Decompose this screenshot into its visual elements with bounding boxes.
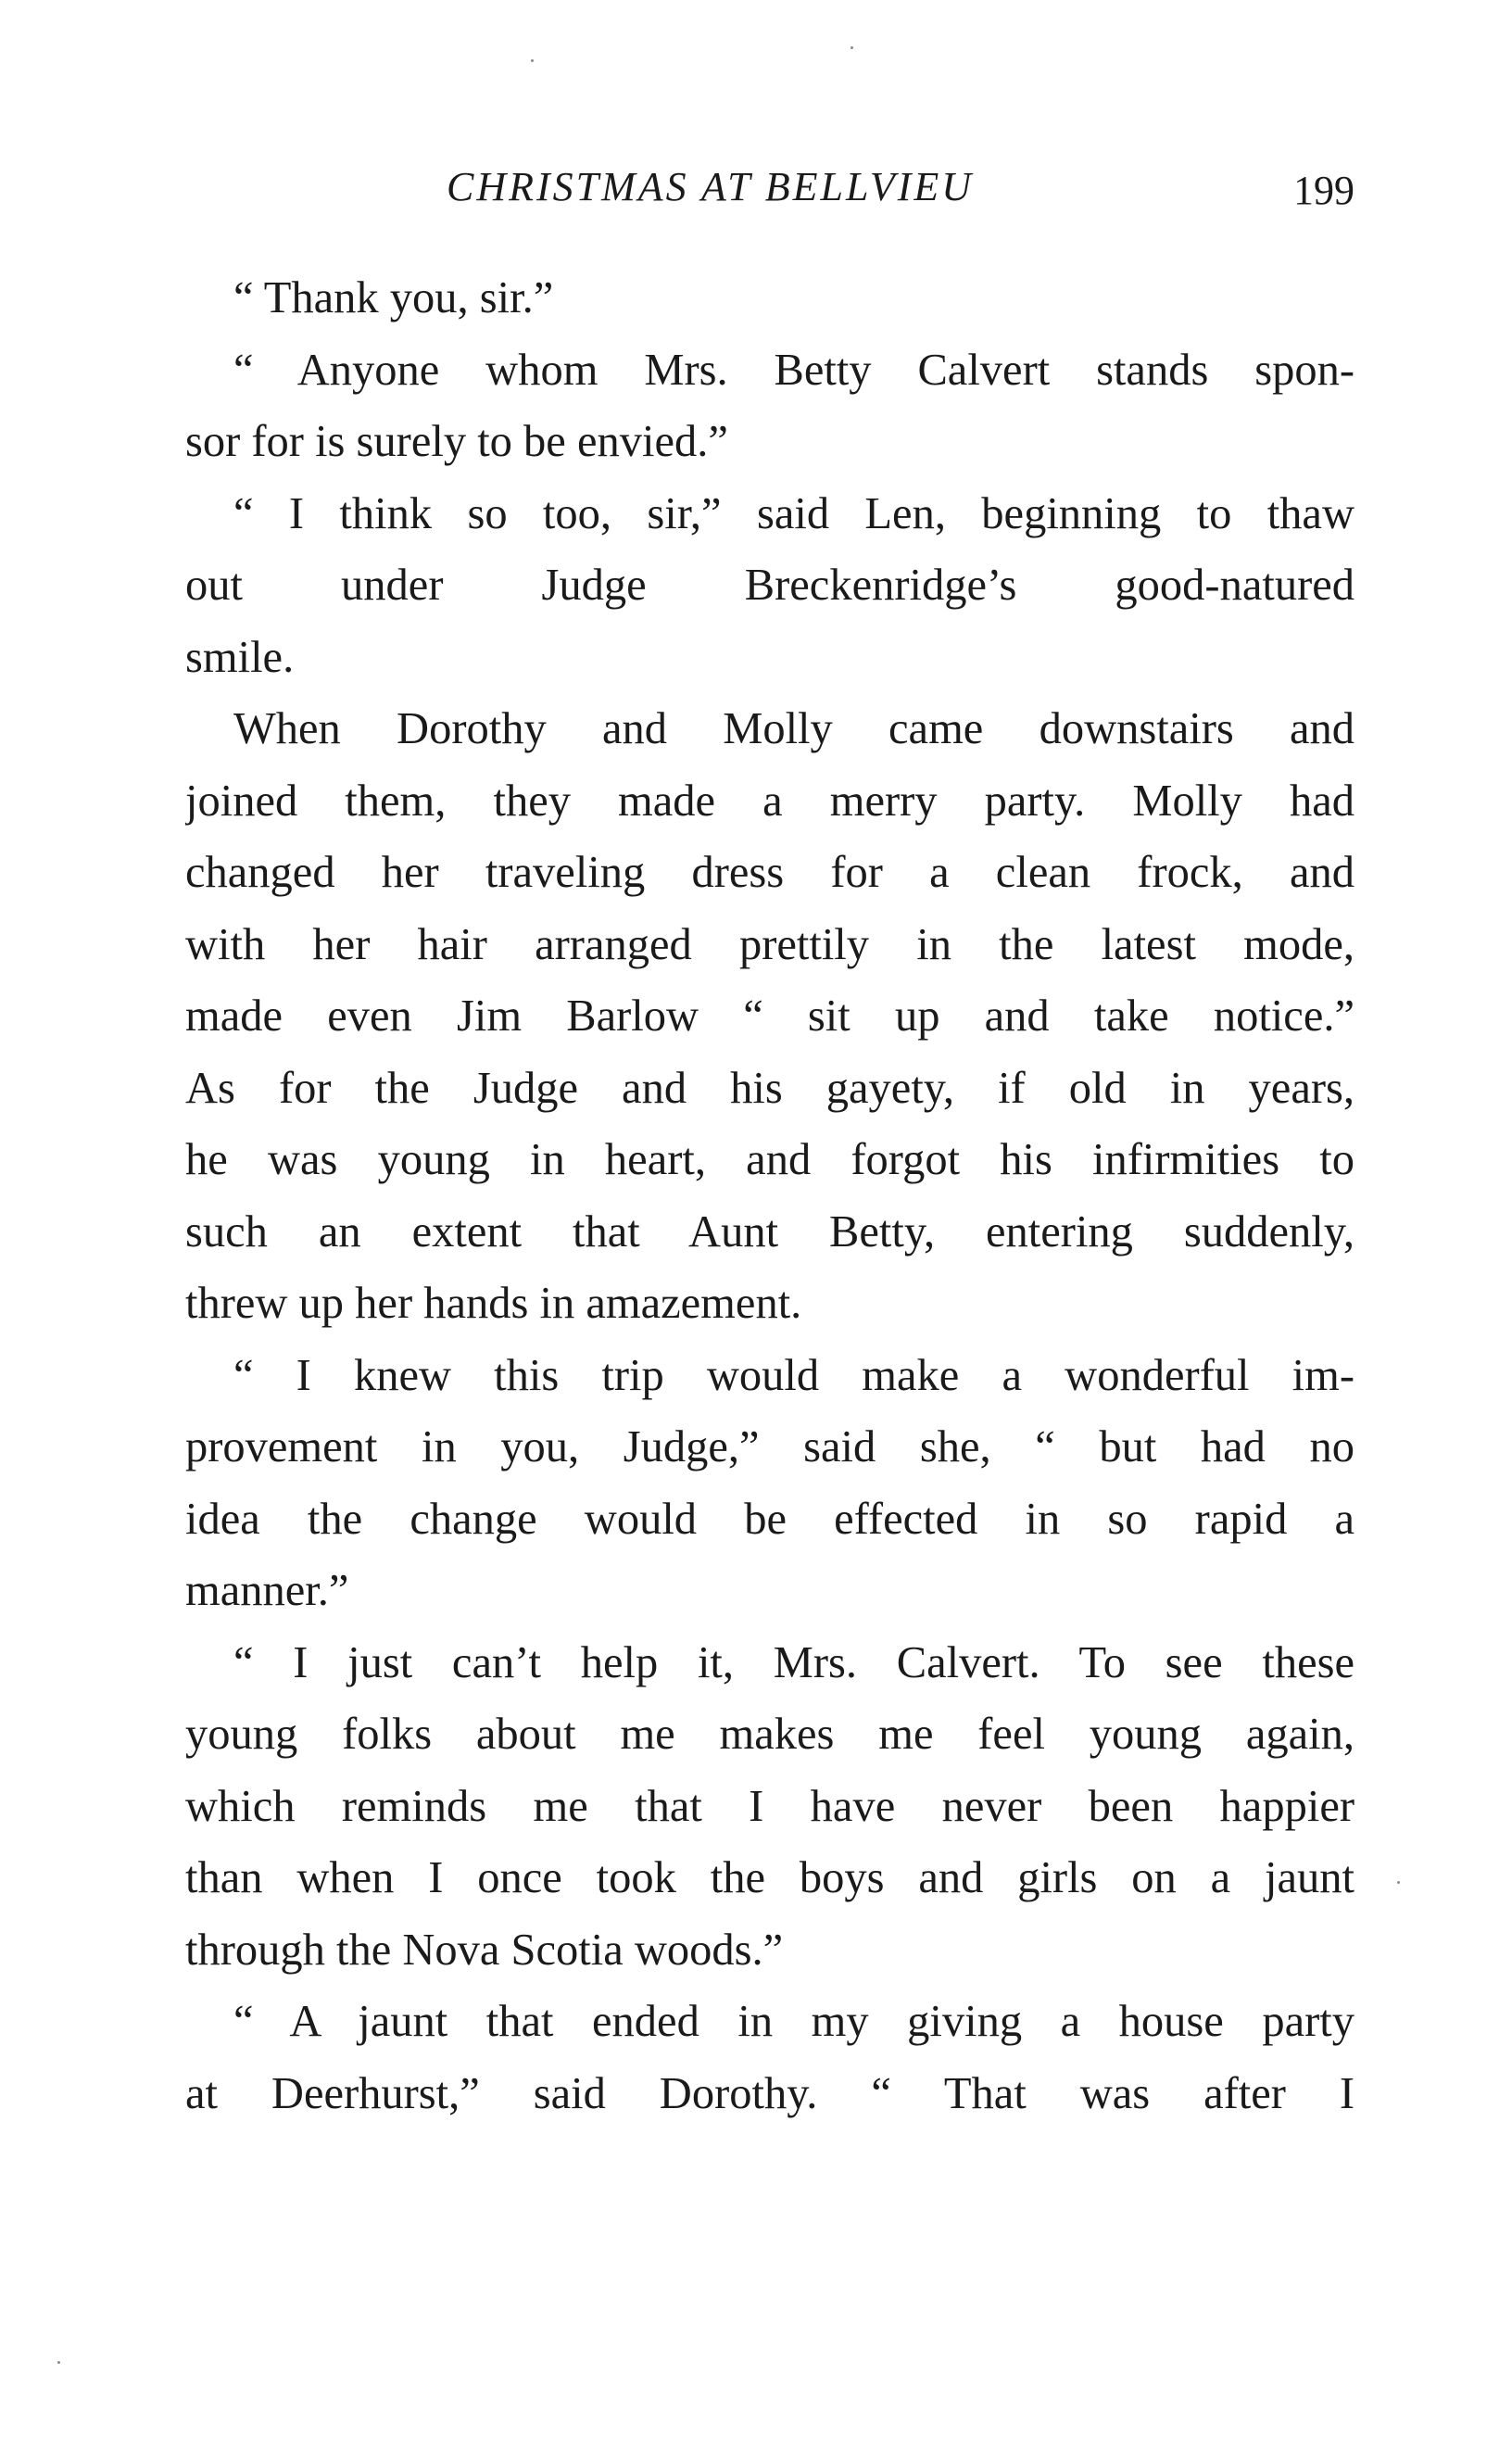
text-line: such an extent that Aunt Betty, entering suddenly, [185, 1206, 1354, 1257]
page-number: 199 [1293, 168, 1354, 213]
text-line: “ Thank you, sir.” [233, 273, 554, 322]
text-line: with her hair arranged prettily in the latest mode, [185, 919, 1354, 969]
text-line: which reminds me that I have never been happier [185, 1781, 1354, 1831]
running-title: CHRISTMAS AT BELLVIEU [447, 164, 975, 209]
text-line: “ I just can’t help it, Mrs. Calvert. To see these [233, 1637, 1354, 1687]
paper-speck [57, 2361, 60, 2364]
paper-speck [850, 46, 853, 49]
text-line: through the Nova Scotia woods.” [185, 1925, 784, 1975]
running-head [185, 159, 1354, 215]
text-line: When Dorothy and Molly came downstairs and [233, 704, 1354, 753]
text-line: at Deerhurst,” said Dorothy. “ That was after I [185, 2068, 1354, 2118]
text-line: sor for is surely to be envied.” [185, 417, 728, 466]
text-line: he was young in heart, and forgot his infirmities to [185, 1135, 1354, 1184]
text-line: out under Judge Breckenridge’s good-natured [185, 561, 1354, 610]
text-line: provement in you, Judge,” said she, “ but had no [185, 1422, 1354, 1471]
text-line: young folks about me makes me feel young again, [185, 1710, 1354, 1759]
text-line: idea the change would be effected in so rapid a [185, 1494, 1354, 1544]
text-line: “ A jaunt that ended in my giving a house party [233, 1997, 1354, 2046]
text-line: “ I knew this trip would make a wonderful im- [233, 1350, 1354, 1400]
body-text [185, 262, 1354, 2129]
paper-speck [1397, 1881, 1400, 1884]
text-line: made even Jim Barlow “ sit up and take notice.” [185, 991, 1354, 1041]
text-line: “ I think so too, sir,” said Len, beginning to thaw [233, 488, 1354, 538]
paper-speck [531, 59, 534, 62]
text-line: manner.” [185, 1566, 349, 1615]
text-line: changed her traveling dress for a clean frock, and [185, 848, 1354, 897]
text-line: smile. [185, 632, 295, 682]
text-line: “ Anyone whom Mrs. Betty Calvert stands spon- [233, 345, 1354, 395]
text-line: As for the Judge and his gayety, if old in years, [185, 1063, 1354, 1113]
text-line: than when I once took the boys and girls on a jaunt [185, 1853, 1354, 1902]
text-line: threw up her hands in amazement. [185, 1279, 802, 1328]
text-line: joined them, they made a merry party. Molly had [185, 776, 1354, 826]
